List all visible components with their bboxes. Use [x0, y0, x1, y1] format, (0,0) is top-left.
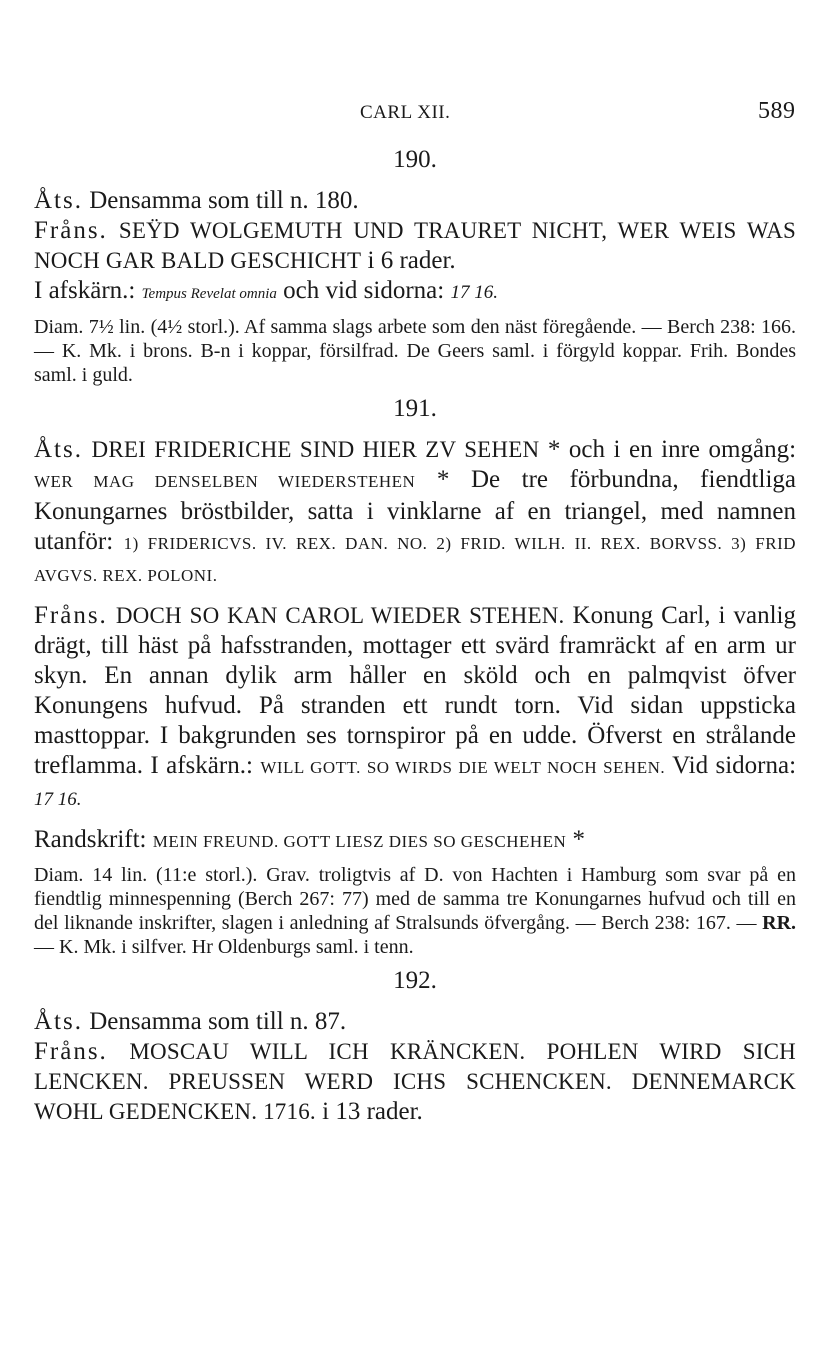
reverse-paragraph: Fråns. DOCH SO KAN CAROL WIEDER STEHEN. Konung Carl, i vanlig drägt, till häst på hafsstranden, mottager ett svärd framräckt af en arm ur skyn. En annan dylik arm håller en sköld och en palmqvist öfver Konungens hufvud. På stranden ett rundt torn. Vid sidan uppsticka masttoppar. I bakgrunden ses tornspiror på en udde. Öfverst en strålande treflamma. I afskärn.: WILL GOTT. SO WIRDS DIE WELT NOCH SEHEN. Vid sidorna: 17 16. [34, 602, 797, 810]
rarity-mark: RR. [762, 912, 797, 934]
entry-number: 191. [393, 395, 437, 422]
star-mark: * [436, 466, 450, 493]
entry-190 [34, 146, 796, 387]
entry-192 [34, 967, 796, 1127]
entry-number: 192. [393, 967, 437, 994]
star-mark: * [572, 826, 586, 853]
reverse-paragraph: Fråns. MOSCAU WILL ICH KRÄNCKEN. POHLEN WIRD SICH LENCKEN. PREUSSEN WERD ICHS SCHENCKEN. DENNEMARCK WOHL GEDENCKEN. 1716. i 13 rader. [34, 1038, 796, 1125]
page-body [34, 140, 796, 1127]
star-mark: * [547, 436, 561, 463]
entry-number: 190. [393, 146, 437, 173]
obverse-paragraph: Åts. Densamma som till n. 180. [34, 187, 359, 214]
edge-inscription-paragraph: Randskrift: MEIN FREUND. GOTT LIESZ DIES SO GESCHEHEN * [34, 826, 586, 853]
king-names: 1) FRIDERICVS. IV. REX. DAN. NO. 2) FRID. WILH. II. REX. BORVSS. 3) FRID AVGVS. REX. POLONI. [34, 534, 797, 585]
running-head [0, 98, 828, 126]
obverse-paragraph: Åts. Densamma som till n. 87. [34, 1008, 347, 1035]
description-paragraph: Diam. 14 lin. (11:e storl.). Grav. troligtvis af D. von Hachten i Hamburg som svar på en fiendtlig minnespenning (Berch 267: 77) med de samma tre Konungarnes hufvud och till en del liknande inskrifter, slagen i anledning af Stralsunds öfvergång. — Berch 238: 167. — RR. — K. Mk. i silfver. Hr Oldenburgs saml. i tenn. [34, 864, 797, 958]
exergue-paragraph: I afskärn.: Tempus Revelat omnia och vid sidorna: 17 16. [34, 277, 498, 304]
obverse-paragraph: Åts. DREI FRIDERICHE SIND HIER ZV SEHEN * och i en inre omgång: WER MAG DENSELBEN WIEDERSTEHEN * De tre förbundna, fiendtliga Konungarnes bröstbilder, satta i vinklarne af en triangel, med namnen utanför: 1) FRIDERICVS. IV. REX. DAN. NO. 2) FRID. WILH. II. REX. BORVSS. 3) FRID AVGVS. REX. POLONI. [34, 436, 797, 585]
page-number: 589 [758, 98, 796, 124]
description-paragraph: Diam. 7½ lin. (4½ storl.). Af samma slags arbete som den näst föregående. — Berch 238: 166. — K. Mk. i brons. B-n i koppar, försilfrad. De Geers saml. i förgyld koppar. Frih. Bondes saml. i guld. [34, 316, 796, 386]
running-title: CARL XII. [360, 102, 451, 123]
reverse-paragraph: Fråns. SEŸD WOLGEMUTH UND TRAURET NICHT, WER WEIS WAS NOCH GAR BALD GESCHICHT i 6 rader. [34, 217, 796, 274]
entry-191 [34, 395, 796, 959]
